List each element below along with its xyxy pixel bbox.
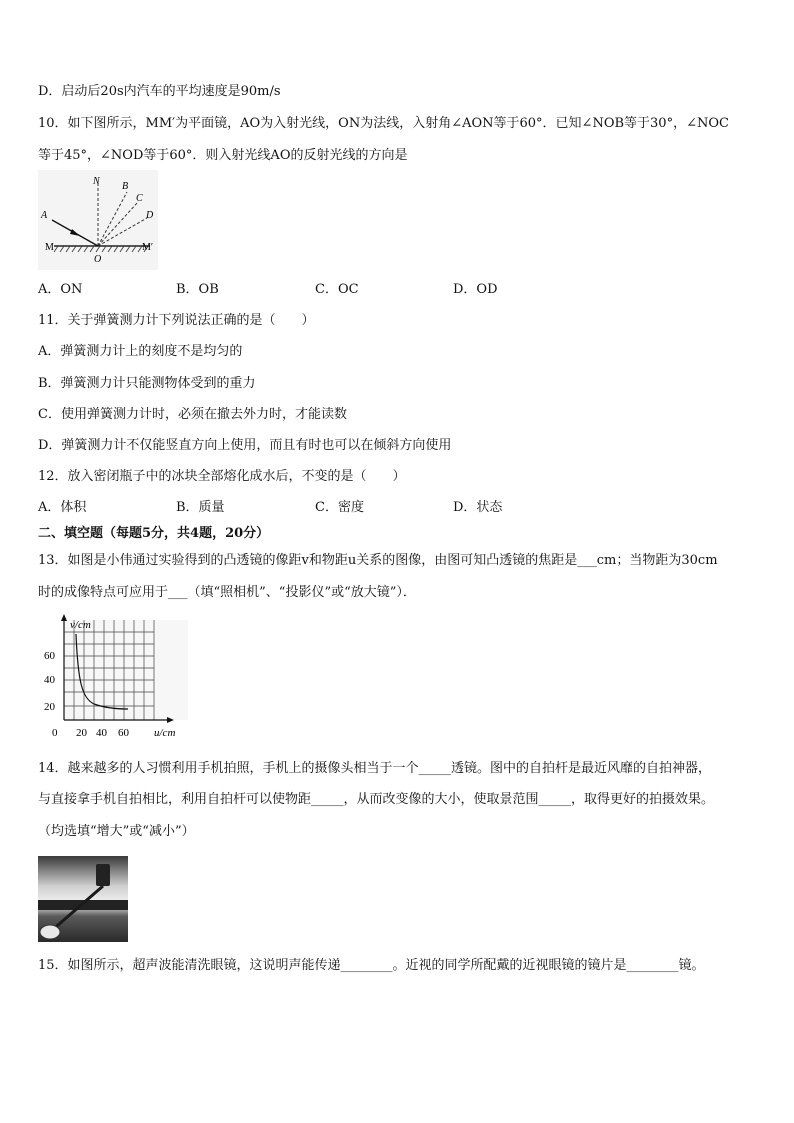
q14-stem-line1: 14．越来越多的人习惯利用手机拍照，手机上的摄像头相当于一个_____透镜。图中的自拍杆是最近风靡的自拍神器， [38, 761, 712, 776]
q11-option-b: B．弹簧测力计只能测物体受到的重力 [38, 376, 256, 391]
q11-stem: 11．关于弹簧测力计下列说法正确的是（ ） [38, 313, 315, 328]
q9-option-d: D．启动后20s内汽车的平均速度是90m/s [38, 84, 281, 99]
q10-option-d: D．OD [453, 282, 498, 297]
y-tick-20: 20 [44, 701, 55, 713]
q13-stem-line2: 时的成像特点可应用于___（填“照相机”、“投影仪”或“放大镜”）． [38, 585, 416, 600]
q12-option-d: D．状态 [453, 500, 503, 515]
q12-option-c: C．密度 [315, 500, 364, 515]
y-tick-60: 60 [44, 650, 55, 662]
q14-stem-line3: （均选填“增大”或“减小”） [38, 824, 195, 839]
q11-option-c: C．使用弹簧测力计时，必须在撤去外力时，才能读数 [38, 407, 347, 422]
q10-option-c: C．OC [315, 282, 359, 297]
q10-stem-line1: 10．如下图所示，MM′为平面镜，AO为入射光线，ON为法线，入射角∠AON等于60°．已知∠NOB等于30°，∠NOC [38, 116, 729, 131]
q15-stem: 15．如图所示，超声波能清洗眼镜，这说明声能传递________。近视的同学所配戴的近视眼镜的镜片是________镜。 [38, 958, 705, 973]
label-A: A [41, 210, 48, 221]
label-M: M [45, 242, 54, 253]
x-tick-40: 40 [96, 727, 107, 739]
label-O: O [94, 254, 102, 265]
q10-option-b: B．OB [176, 282, 219, 297]
label-N: N [93, 176, 100, 187]
q12-stem: 12．放入密闭瓶子中的冰块全部熔化成水后，不变的是（ ） [38, 469, 406, 484]
lens-distance-graph [36, 612, 188, 740]
graph-background [64, 620, 188, 720]
q14-stem-line2: 与直接拿手机自拍相比，利用自拍杆可以使物距_____，从而改变像的大小，使取景范围_____，取得更好的拍摄效果。 [38, 792, 715, 807]
x-tick-0: 0 [52, 727, 58, 739]
y-axis-label: v/cm [70, 619, 91, 631]
x-tick-20: 20 [76, 727, 87, 739]
label-C: C [136, 193, 143, 204]
q13-stem-line1: 13．如图是小伟通过实验得到的凸透镜的像距v和物距u关系的图像，由图可知凸透镜的焦距是___cm；当物距为30cm [38, 553, 718, 568]
y-tick-40: 40 [44, 674, 55, 686]
label-B: B [122, 181, 129, 192]
section-heading-fill-in: 二、填空题（每题5分，共4题，20分） [38, 526, 270, 541]
hand-shape [40, 925, 60, 939]
q12-option-a: A．体积 [38, 500, 87, 515]
mirror-reflection-figure [38, 170, 158, 270]
label-D: D [146, 210, 154, 221]
q12-option-b: B．质量 [176, 500, 225, 515]
selfie-stick-photo [38, 856, 128, 942]
q11-option-d: D．弹簧测力计不仅能竖直方向上使用，而且有时也可以在倾斜方向使用 [38, 438, 452, 453]
x-tick-60: 60 [118, 727, 129, 739]
x-axis-label: u/cm [154, 727, 176, 739]
phone-shape [96, 864, 110, 886]
q10-stem-line2: 等于45°，∠NOD等于60°．则入射光线AO的反射光线的方向是 [38, 148, 408, 163]
y-axis-arrow [61, 614, 67, 621]
label-M-prime: M′ [142, 242, 154, 253]
q10-option-a: A．ON [38, 282, 83, 297]
q11-option-a: A．弹簧测力计上的刻度不是均匀的 [38, 344, 243, 359]
